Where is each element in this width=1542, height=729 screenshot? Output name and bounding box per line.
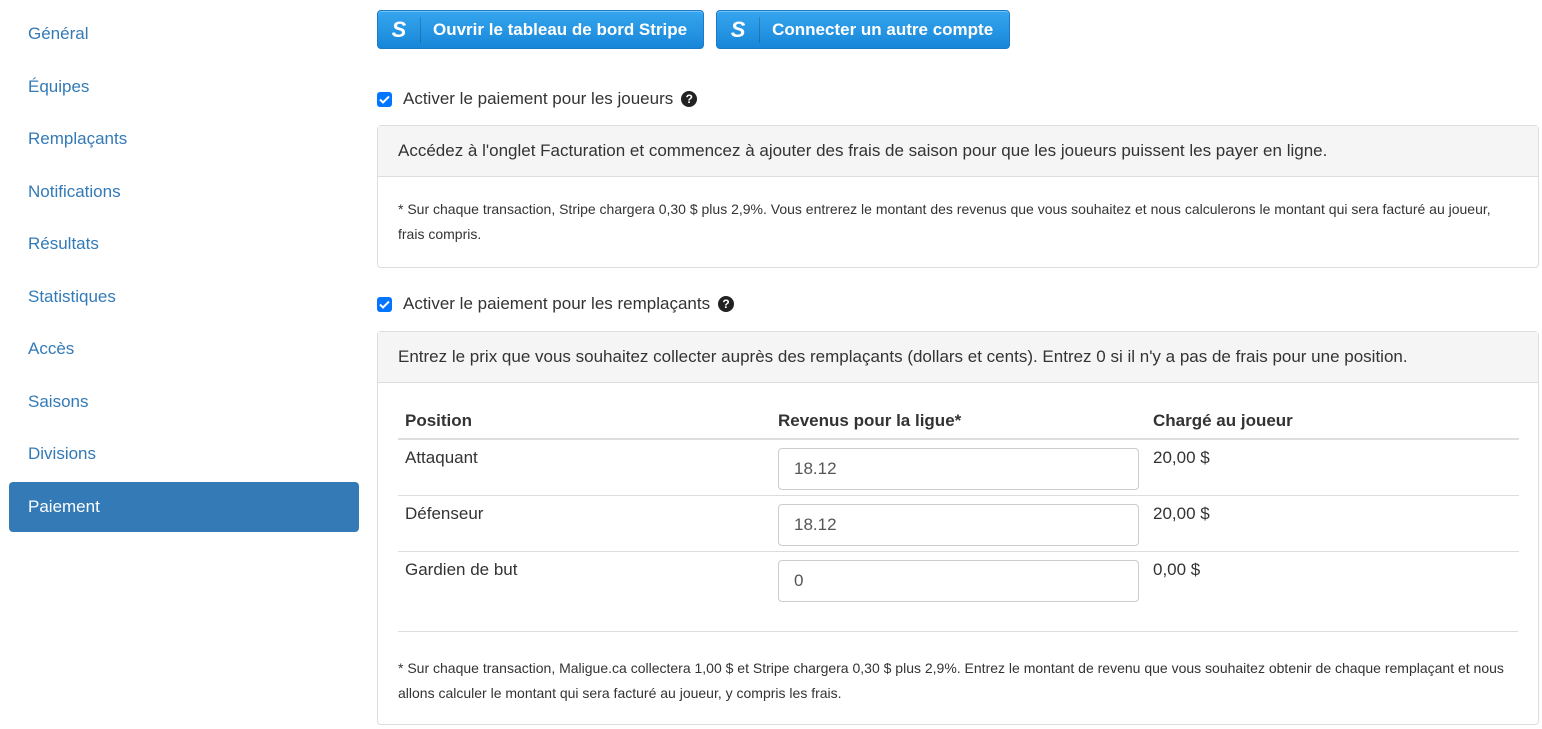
table-row: [398, 495, 1519, 551]
sidebar-item-results[interactable]: Résultats: [28, 234, 99, 253]
table-row: [398, 439, 1519, 495]
players-payment-toggle-row: [377, 87, 1539, 111]
position-cell: Gardien de but: [398, 551, 771, 607]
subs-payment-checkbox[interactable]: [377, 297, 392, 312]
subs-payment-panel-heading: Entrez le prix que vous souhaitez collecter auprès des remplaçants (dollars et cents). Entrez 0 si il n'y a pas de frais pour une position.: [378, 332, 1538, 383]
revenue-input-goalie[interactable]: 0: [778, 560, 1139, 602]
sidebar-item-seasons[interactable]: Saisons: [28, 391, 89, 411]
charged-cell: 20,00 $: [1146, 495, 1519, 551]
question-circle-icon[interactable]: ?: [681, 91, 697, 107]
table-header-row: [398, 403, 1519, 439]
revenue-cell: [771, 495, 1146, 551]
revenue-input-attacker[interactable]: 18.12: [778, 448, 1139, 490]
revenue-cell: [771, 439, 1146, 495]
payment-settings: [377, 10, 1539, 725]
revenue-cell: [771, 551, 1146, 607]
settings-sidebar: [9, 9, 359, 534]
revenue-input-defender[interactable]: 18.12: [778, 504, 1139, 546]
subs-payment-panel: [377, 331, 1539, 725]
stripe-button-row: [377, 10, 1539, 49]
charged-cell: 0,00 $: [1146, 551, 1519, 607]
sidebar-item-divisions[interactable]: Divisions: [28, 444, 97, 463]
stripe-logo-icon: S: [725, 17, 760, 43]
players-payment-fee-note: * Sur chaque transaction, Stripe chargera 0,30 $ plus 2,9%. Vous entrerez le montant des revenus que vous souhaitez et nous calculerons le montant qui sera facturé au joueur, frais compris.: [398, 201, 1491, 242]
connect-other-account-button[interactable]: [716, 10, 1010, 49]
position-cell: Attaquant: [405, 448, 478, 467]
players-payment-checkbox[interactable]: [377, 92, 392, 107]
subs-payment-label: Activer le paiement pour les remplaçants: [403, 294, 711, 313]
check-icon: [379, 95, 390, 104]
subs-note-section: [398, 631, 1518, 724]
players-payment-panel: [377, 125, 1539, 268]
open-stripe-dashboard-button[interactable]: [377, 10, 704, 49]
sidebar-item-access[interactable]: Accès: [28, 339, 75, 358]
subs-price-table: [398, 403, 1519, 607]
sidebar-item-substitutes[interactable]: Remplaçants: [28, 129, 128, 148]
sidebar-item-statistics[interactable]: Statistiques: [28, 286, 116, 306]
players-payment-panel-heading: Accédez à l'onglet Facturation et commencez à ajouter des frais de saison pour que les joueurs puissent les payer en ligne.: [378, 126, 1538, 177]
charged-cell: 20,00 $: [1153, 448, 1210, 467]
subs-payment-toggle-row: [377, 292, 1539, 316]
column-header-revenue: Revenus pour la ligue*: [771, 403, 1146, 439]
open-stripe-dashboard-label: Ouvrir le tableau de bord Stripe: [433, 19, 688, 39]
sidebar-item-general[interactable]: Général: [28, 24, 89, 43]
table-row: [398, 551, 1519, 607]
sidebar-item-notifications[interactable]: Notifications: [28, 181, 121, 201]
position-cell: Défenseur: [398, 495, 771, 551]
connect-other-account-label: Connecter un autre compte: [772, 19, 994, 39]
check-icon: [379, 300, 390, 309]
subs-payment-fee-note: * Sur chaque transaction, Maligue.ca collectera 1,00 $ et Stripe chargera 0,30 $ plus 2,9%. Entrez le montant de revenu que vous souhaitez obtenir de chaque remplaçant et nous allons calculer le montant qui sera facturé au joueur, y compris les frais.: [398, 660, 1504, 701]
column-header-position: Position: [398, 403, 771, 439]
column-header-charged: Chargé au joueur: [1146, 403, 1519, 439]
sidebar-item-teams[interactable]: Équipes: [28, 76, 90, 96]
stripe-logo-icon: S: [386, 17, 421, 43]
sidebar-item-payment[interactable]: Paiement: [9, 482, 359, 532]
question-circle-icon[interactable]: ?: [718, 296, 734, 312]
players-payment-label: Activer le paiement pour les joueurs: [403, 89, 674, 108]
